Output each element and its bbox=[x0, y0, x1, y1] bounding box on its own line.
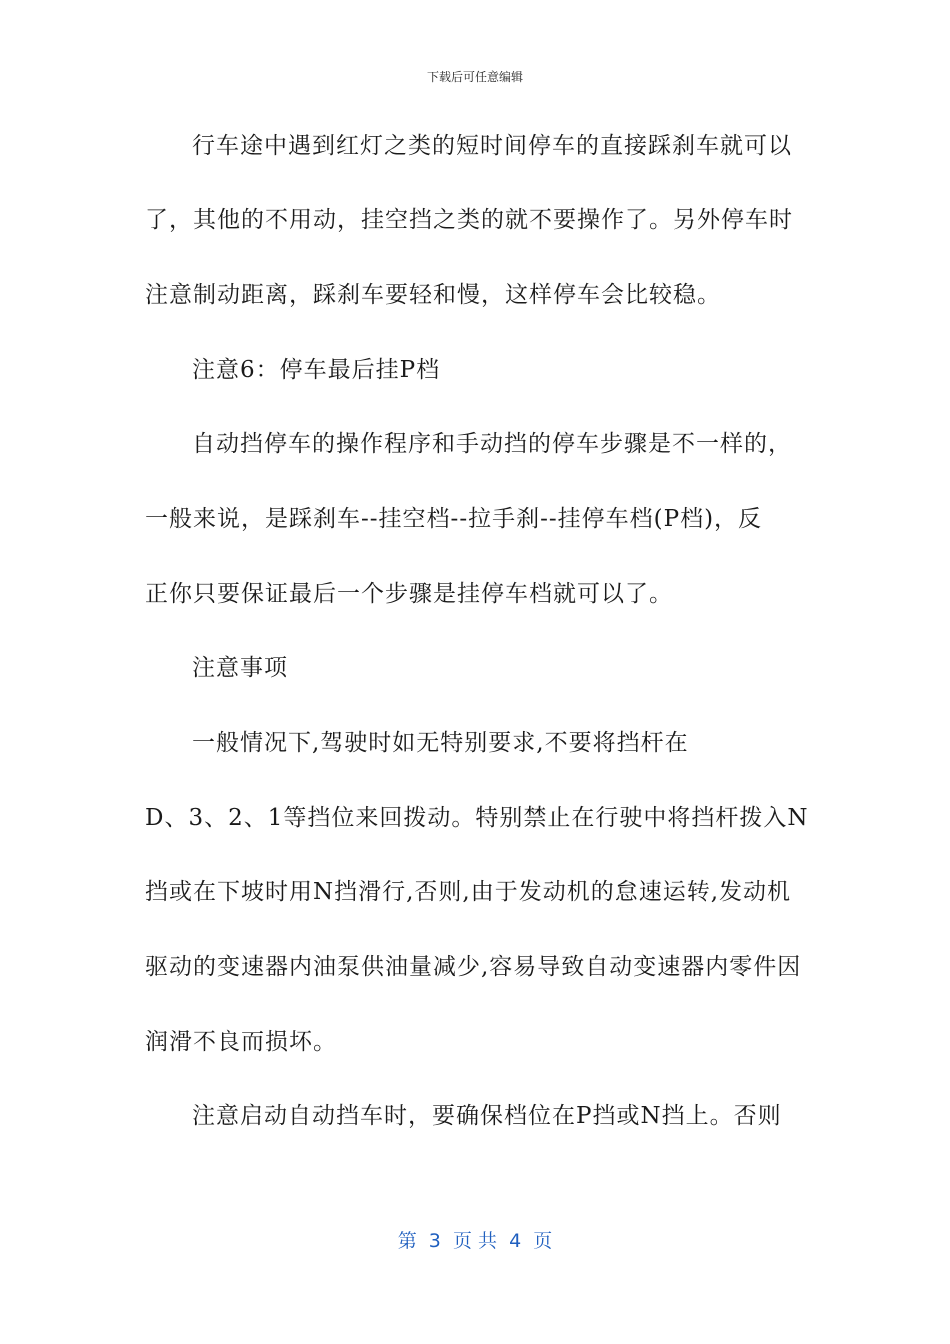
paragraph-line: 一般来说，是踩刹车--挂空档--拉手刹--挂停车档(P档)，反 bbox=[145, 506, 763, 532]
paragraph-line: 了，其他的不用动，挂空挡之类的就不要操作了。另外停车时 bbox=[145, 207, 793, 233]
page-number-footer bbox=[0, 1226, 950, 1253]
paragraph-line: 自动挡停车的操作程序和手动挡的停车步骤是不一样的， bbox=[192, 431, 792, 457]
section-heading: 注意6：停车最后挂P档 bbox=[192, 357, 441, 383]
paragraph-line: 挡或在下坡时用N挡滑行,否则,由于发动机的怠速运转,发动机 bbox=[145, 879, 792, 905]
paragraph-line: 驱动的变速器内油泵供油量减少,容易导致自动变速器内零件因 bbox=[145, 954, 802, 980]
paragraph-line: 行车途中遇到红灯之类的短时间停车的直接踩刹车就可以 bbox=[192, 133, 792, 159]
paragraph-line: 润滑不良而损坏。 bbox=[145, 1029, 337, 1055]
page-header: 下载后可任意编辑 bbox=[426, 70, 523, 84]
paragraph-line: 注意启动自动挡车时，要确保档位在P挡或N挡上。否则 bbox=[192, 1103, 782, 1129]
paragraph-line: 正你只要保证最后一个步骤是挂停车档就可以了。 bbox=[145, 581, 673, 607]
paragraph-line: 一般情况下,驾驶时如无特别要求,不要将挡杆在 bbox=[192, 730, 689, 756]
paragraph-line: 注意制动距离，踩刹车要轻和慢，这样停车会比较稳。 bbox=[145, 282, 721, 308]
section-heading: 注意事项 bbox=[192, 655, 288, 681]
paragraph-line: D、3、2、1等挡位来回拨动。特别禁止在行驶中将挡杆拨入N bbox=[145, 805, 809, 831]
page-number-text: 第 3 页 共 4 页 bbox=[397, 1230, 553, 1252]
